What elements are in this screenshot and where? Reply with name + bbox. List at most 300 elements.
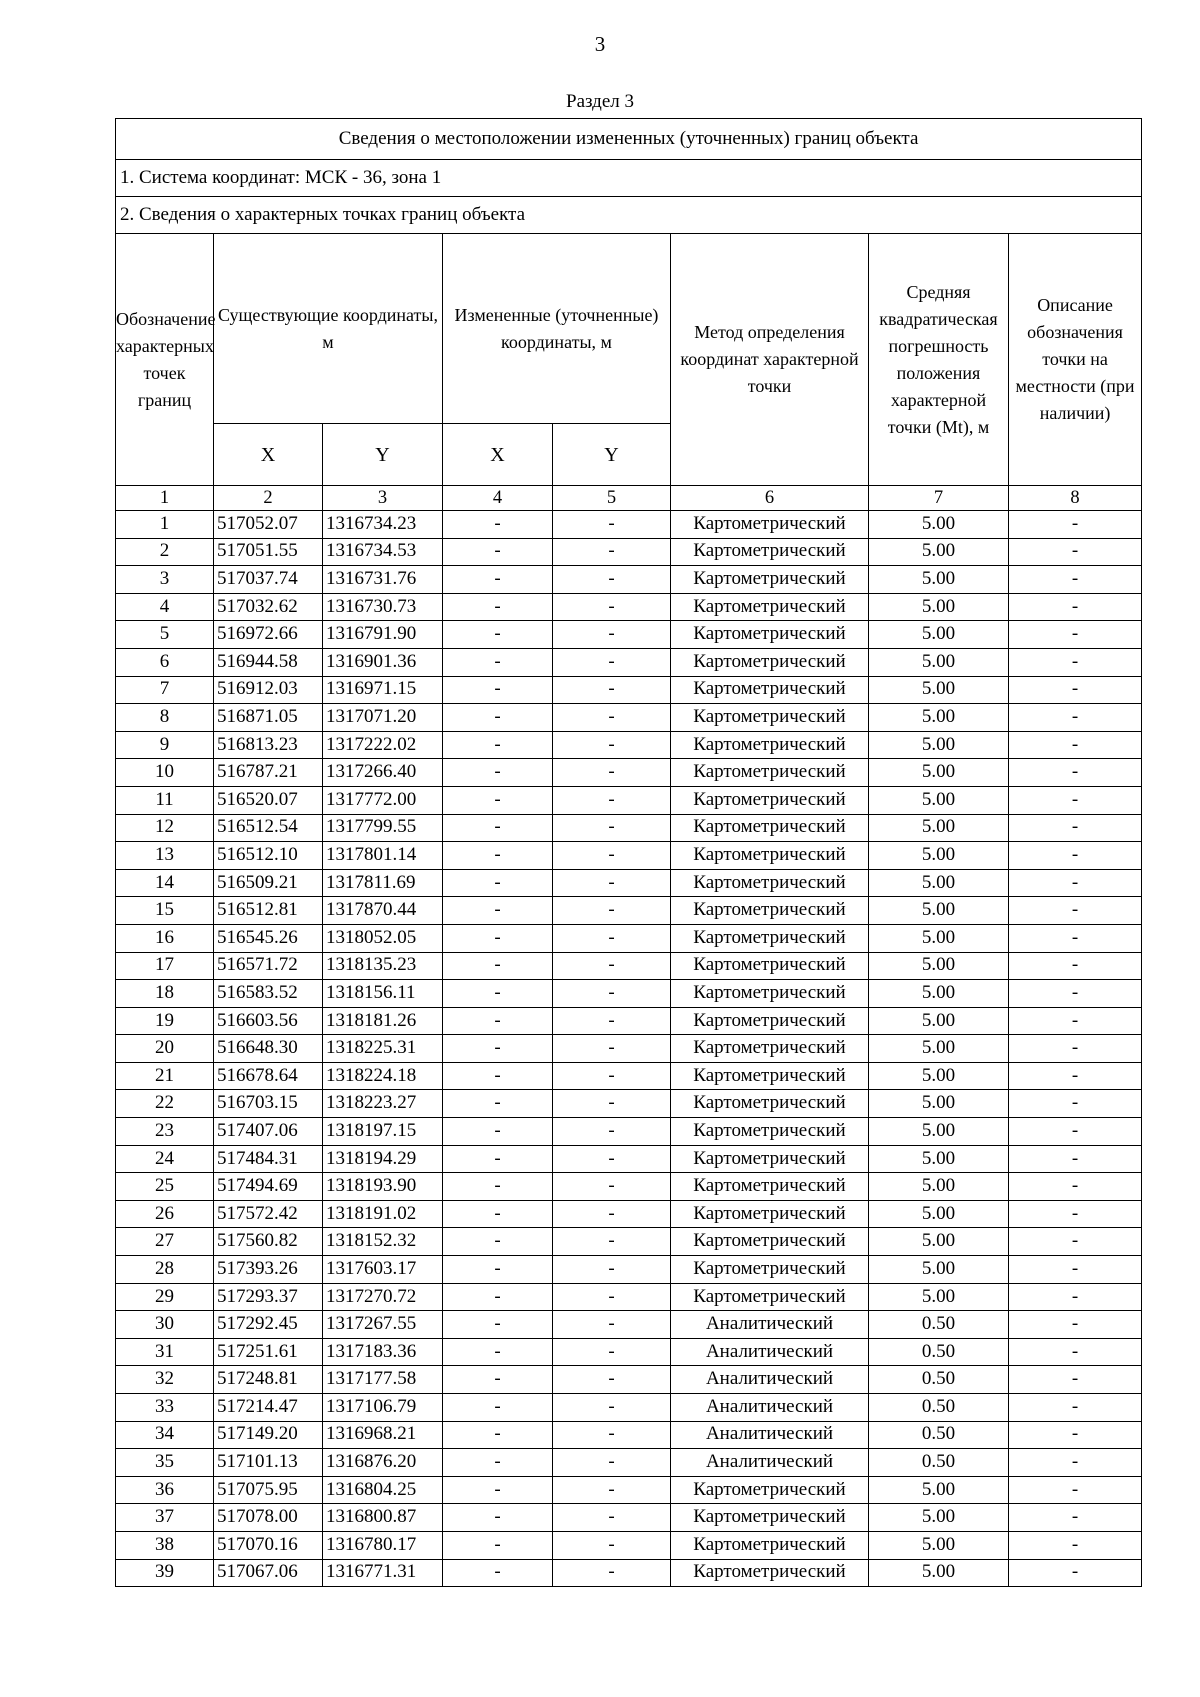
existing-y-cell: 1318152.32 [323,1228,443,1256]
mean-error-cell: 0.50 [869,1421,1009,1449]
changed-x-cell: - [443,952,553,980]
description-cell: - [1009,1228,1142,1256]
description-cell: - [1009,1118,1142,1146]
changed-y-cell: - [553,1504,671,1532]
table-row [116,842,1142,870]
mean-error-cell: 5.00 [869,786,1009,814]
point-number-cell: 23 [116,1118,214,1146]
existing-y-cell: 1317106.79 [323,1394,443,1422]
table-row [116,538,1142,566]
method-cell: Картометрический [671,1035,869,1063]
changed-x-cell: - [443,1283,553,1311]
method-cell: Картометрический [671,952,869,980]
point-number-cell: 25 [116,1173,214,1201]
mean-error-cell: 5.00 [869,1007,1009,1035]
mean-error-cell: 5.00 [869,1476,1009,1504]
method-cell: Картометрический [671,1476,869,1504]
mean-error-cell: 5.00 [869,842,1009,870]
changed-y-cell: - [553,869,671,897]
description-cell: - [1009,1449,1142,1477]
header-changed-y: Y [553,424,671,486]
existing-y-cell: 1318225.31 [323,1035,443,1063]
mean-error-cell: 5.00 [869,1145,1009,1173]
header-existing-coordinates: Существующие координаты, м [214,234,443,424]
changed-y-cell: - [553,1311,671,1339]
existing-x-cell: 516512.81 [214,897,323,925]
existing-x-cell: 516678.64 [214,1062,323,1090]
mean-error-cell: 5.00 [869,1090,1009,1118]
method-cell: Картометрический [671,1283,869,1311]
existing-y-cell: 1317799.55 [323,814,443,842]
mean-error-cell: 5.00 [869,621,1009,649]
method-cell: Картометрический [671,980,869,1008]
description-cell: - [1009,704,1142,732]
method-cell: Картометрический [671,676,869,704]
existing-x-cell: 517149.20 [214,1421,323,1449]
point-number-cell: 32 [116,1366,214,1394]
changed-x-cell: - [443,1394,553,1422]
point-number-cell: 6 [116,648,214,676]
changed-y-cell: - [553,648,671,676]
description-cell: - [1009,1200,1142,1228]
existing-x-cell: 517075.95 [214,1476,323,1504]
point-number-cell: 38 [116,1531,214,1559]
table-row [116,952,1142,980]
method-cell: Аналитический [671,1449,869,1477]
point-number-cell: 24 [116,1145,214,1173]
header-description: Описание обозначения точки на местности (при наличии) [1009,234,1142,486]
mean-error-cell: 0.50 [869,1449,1009,1477]
existing-y-cell: 1316731.76 [323,566,443,594]
table-row [116,1200,1142,1228]
description-cell: - [1009,924,1142,952]
existing-y-cell: 1317870.44 [323,897,443,925]
changed-y-cell: - [553,1200,671,1228]
point-number-cell: 13 [116,842,214,870]
changed-y-cell: - [553,786,671,814]
table-row [116,1228,1142,1256]
description-cell: - [1009,1173,1142,1201]
method-cell: Аналитический [671,1338,869,1366]
mean-error-cell: 5.00 [869,1173,1009,1201]
changed-y-cell: - [553,1421,671,1449]
column-number: 1 [116,486,214,511]
changed-x-cell: - [443,1421,553,1449]
point-number-cell: 10 [116,759,214,787]
method-cell: Картометрический [671,1007,869,1035]
existing-x-cell: 517248.81 [214,1366,323,1394]
mean-error-cell: 5.00 [869,1118,1009,1146]
table-row [116,648,1142,676]
description-cell: - [1009,869,1142,897]
description-cell: - [1009,814,1142,842]
header-changed-coordinates: Измененные (уточненные) координаты, м [443,234,671,424]
description-cell: - [1009,1283,1142,1311]
existing-y-cell: 1316876.20 [323,1449,443,1477]
point-number-cell: 5 [116,621,214,649]
changed-y-cell: - [553,952,671,980]
table-row [116,897,1142,925]
description-cell: - [1009,842,1142,870]
point-number-cell: 3 [116,566,214,594]
changed-y-cell: - [553,1035,671,1063]
point-number-cell: 30 [116,1311,214,1339]
method-cell: Картометрический [671,869,869,897]
method-cell: Аналитический [671,1421,869,1449]
mean-error-cell: 5.00 [869,538,1009,566]
method-cell: Картометрический [671,593,869,621]
point-number-cell: 37 [116,1504,214,1532]
existing-y-cell: 1317603.17 [323,1256,443,1284]
point-number-cell: 7 [116,676,214,704]
changed-x-cell: - [443,704,553,732]
changed-y-cell: - [553,1394,671,1422]
mean-error-cell: 5.00 [869,1200,1009,1228]
method-cell: Картометрический [671,1062,869,1090]
changed-x-cell: - [443,621,553,649]
mean-error-cell: 5.00 [869,869,1009,897]
changed-y-cell: - [553,1531,671,1559]
table-title: Сведения о местоположении измененных (уточненных) границ объекта [116,119,1142,160]
existing-x-cell: 516520.07 [214,786,323,814]
existing-y-cell: 1317270.72 [323,1283,443,1311]
changed-x-cell: - [443,1035,553,1063]
point-number-cell: 29 [116,1283,214,1311]
table-row [116,1118,1142,1146]
changed-x-cell: - [443,1531,553,1559]
changed-x-cell: - [443,1145,553,1173]
description-cell: - [1009,621,1142,649]
header-existing-x: X [214,424,323,486]
existing-x-cell: 516787.21 [214,759,323,787]
existing-x-cell: 516512.10 [214,842,323,870]
point-number-cell: 39 [116,1559,214,1587]
method-cell: Аналитический [671,1366,869,1394]
header-changed-x: X [443,424,553,486]
table-row [116,1256,1142,1284]
existing-x-cell: 516583.52 [214,980,323,1008]
changed-y-cell: - [553,593,671,621]
page-number: 3 [594,32,606,56]
description-cell: - [1009,1090,1142,1118]
point-number-cell: 21 [116,1062,214,1090]
method-cell: Картометрический [671,1559,869,1587]
existing-y-cell: 1318156.11 [323,980,443,1008]
existing-y-cell: 1317772.00 [323,786,443,814]
method-cell: Аналитический [671,1394,869,1422]
mean-error-cell: 5.00 [869,1228,1009,1256]
point-number-cell: 20 [116,1035,214,1063]
existing-y-cell: 1317177.58 [323,1366,443,1394]
changed-x-cell: - [443,869,553,897]
existing-y-cell: 1316730.73 [323,593,443,621]
column-number: 3 [323,486,443,511]
mean-error-cell: 0.50 [869,1311,1009,1339]
table-row [116,731,1142,759]
method-cell: Картометрический [671,704,869,732]
existing-y-cell: 1316800.87 [323,1504,443,1532]
point-number-cell: 8 [116,704,214,732]
changed-x-cell: - [443,1062,553,1090]
existing-x-cell: 517052.07 [214,511,323,539]
mean-error-cell: 5.00 [869,593,1009,621]
existing-x-cell: 517051.55 [214,538,323,566]
mean-error-cell: 5.00 [869,1504,1009,1532]
table-row [116,1173,1142,1201]
existing-y-cell: 1317801.14 [323,842,443,870]
description-cell: - [1009,1035,1142,1063]
table-row [116,869,1142,897]
method-cell: Картометрический [671,814,869,842]
table-row [116,1449,1142,1477]
table-row [116,1504,1142,1532]
table-row [116,621,1142,649]
changed-x-cell: - [443,980,553,1008]
changed-y-cell: - [553,1145,671,1173]
existing-y-cell: 1318197.15 [323,1118,443,1146]
existing-x-cell: 517101.13 [214,1449,323,1477]
point-number-cell: 22 [116,1090,214,1118]
method-cell: Аналитический [671,1311,869,1339]
table-row [116,814,1142,842]
coordinate-system: 1. Система координат: МСК - 36, зона 1 [116,160,1142,197]
point-number-cell: 27 [116,1228,214,1256]
existing-y-cell: 1316780.17 [323,1531,443,1559]
description-cell: - [1009,786,1142,814]
point-number-cell: 18 [116,980,214,1008]
changed-y-cell: - [553,621,671,649]
method-cell: Картометрический [671,786,869,814]
changed-x-cell: - [443,1007,553,1035]
mean-error-cell: 5.00 [869,1531,1009,1559]
existing-y-cell: 1316734.23 [323,511,443,539]
existing-x-cell: 517032.62 [214,593,323,621]
existing-x-cell: 516571.72 [214,952,323,980]
table-body [116,511,1142,1587]
mean-error-cell: 5.00 [869,814,1009,842]
description-cell: - [1009,1145,1142,1173]
method-cell: Картометрический [671,1173,869,1201]
description-cell: - [1009,1531,1142,1559]
changed-x-cell: - [443,786,553,814]
mean-error-cell: 5.00 [869,1256,1009,1284]
table-row [116,1145,1142,1173]
existing-y-cell: 1316771.31 [323,1559,443,1587]
changed-x-cell: - [443,1338,553,1366]
table-row [116,1366,1142,1394]
changed-x-cell: - [443,1449,553,1477]
point-number-cell: 9 [116,731,214,759]
changed-x-cell: - [443,1200,553,1228]
mean-error-cell: 5.00 [869,731,1009,759]
description-cell: - [1009,1311,1142,1339]
changed-y-cell: - [553,538,671,566]
mean-error-cell: 5.00 [869,759,1009,787]
point-number-cell: 26 [116,1200,214,1228]
changed-x-cell: - [443,1173,553,1201]
column-number: 2 [214,486,323,511]
description-cell: - [1009,1559,1142,1587]
header-designation: Обозначение характерных точек границ [116,234,214,486]
changed-y-cell: - [553,814,671,842]
point-number-cell: 17 [116,952,214,980]
existing-y-cell: 1318191.02 [323,1200,443,1228]
mean-error-cell: 5.00 [869,648,1009,676]
changed-y-cell: - [553,1090,671,1118]
table-row [116,786,1142,814]
existing-y-cell: 1317266.40 [323,759,443,787]
point-number-cell: 11 [116,786,214,814]
changed-y-cell: - [553,1062,671,1090]
description-cell: - [1009,1394,1142,1422]
changed-x-cell: - [443,1228,553,1256]
changed-y-cell: - [553,566,671,594]
description-cell: - [1009,593,1142,621]
method-cell: Картометрический [671,1531,869,1559]
changed-x-cell: - [443,1118,553,1146]
table-row [116,1421,1142,1449]
existing-x-cell: 517251.61 [214,1338,323,1366]
point-number-cell: 28 [116,1256,214,1284]
changed-x-cell: - [443,1559,553,1587]
column-number: 4 [443,486,553,511]
changed-y-cell: - [553,924,671,952]
method-cell: Картометрический [671,731,869,759]
point-number-cell: 16 [116,924,214,952]
description-cell: - [1009,566,1142,594]
description-cell: - [1009,538,1142,566]
description-cell: - [1009,980,1142,1008]
mean-error-cell: 5.00 [869,704,1009,732]
method-cell: Картометрический [671,621,869,649]
column-number: 6 [671,486,869,511]
mean-error-cell: 0.50 [869,1366,1009,1394]
existing-y-cell: 1316804.25 [323,1476,443,1504]
table-row [116,1476,1142,1504]
changed-y-cell: - [553,1476,671,1504]
point-number-cell: 33 [116,1394,214,1422]
mean-error-cell: 5.00 [869,511,1009,539]
existing-x-cell: 517292.45 [214,1311,323,1339]
method-cell: Картометрический [671,1090,869,1118]
point-number-cell: 34 [116,1421,214,1449]
changed-y-cell: - [553,1283,671,1311]
changed-y-cell: - [553,704,671,732]
table-row [116,1062,1142,1090]
existing-x-cell: 516944.58 [214,648,323,676]
existing-x-cell: 517037.74 [214,566,323,594]
existing-y-cell: 1316971.15 [323,676,443,704]
table-row [116,1531,1142,1559]
column-number: 7 [869,486,1009,511]
mean-error-cell: 5.00 [869,1559,1009,1587]
table-row [116,704,1142,732]
description-cell: - [1009,1007,1142,1035]
boundary-points-table [115,118,1142,1587]
description-cell: - [1009,1338,1142,1366]
mean-error-cell: 0.50 [869,1338,1009,1366]
table-row [116,759,1142,787]
description-cell: - [1009,731,1142,759]
description-cell: - [1009,648,1142,676]
description-cell: - [1009,1421,1142,1449]
existing-x-cell: 517293.37 [214,1283,323,1311]
method-cell: Картометрический [671,1228,869,1256]
existing-y-cell: 1316968.21 [323,1421,443,1449]
existing-y-cell: 1318052.05 [323,924,443,952]
changed-y-cell: - [553,731,671,759]
existing-y-cell: 1317222.02 [323,731,443,759]
changed-x-cell: - [443,538,553,566]
table-row [116,1394,1142,1422]
changed-x-cell: - [443,676,553,704]
changed-y-cell: - [553,980,671,1008]
description-cell: - [1009,1504,1142,1532]
existing-x-cell: 516871.05 [214,704,323,732]
table-row [116,1311,1142,1339]
existing-y-cell: 1317071.20 [323,704,443,732]
changed-x-cell: - [443,566,553,594]
existing-y-cell: 1318135.23 [323,952,443,980]
method-cell: Картометрический [671,566,869,594]
existing-x-cell: 517560.82 [214,1228,323,1256]
table-row [116,1090,1142,1118]
existing-y-cell: 1318224.18 [323,1062,443,1090]
existing-x-cell: 516545.26 [214,924,323,952]
changed-x-cell: - [443,1311,553,1339]
method-cell: Картометрический [671,648,869,676]
description-cell: - [1009,1476,1142,1504]
method-cell: Картометрический [671,1504,869,1532]
method-cell: Картометрический [671,538,869,566]
table-row [116,676,1142,704]
existing-x-cell: 517067.06 [214,1559,323,1587]
header-existing-y: Y [323,424,443,486]
table-row [116,511,1142,539]
header-method: Метод определения координат характерной точки [671,234,869,486]
existing-y-cell: 1317811.69 [323,869,443,897]
table-row [116,566,1142,594]
existing-x-cell: 516648.30 [214,1035,323,1063]
changed-x-cell: - [443,1366,553,1394]
column-number: 5 [553,486,671,511]
mean-error-cell: 5.00 [869,952,1009,980]
method-cell: Картометрический [671,511,869,539]
changed-x-cell: - [443,593,553,621]
changed-y-cell: - [553,676,671,704]
changed-x-cell: - [443,814,553,842]
description-cell: - [1009,759,1142,787]
changed-x-cell: - [443,924,553,952]
mean-error-cell: 5.00 [869,980,1009,1008]
mean-error-cell: 5.00 [869,897,1009,925]
mean-error-cell: 0.50 [869,1394,1009,1422]
table-row [116,1283,1142,1311]
existing-x-cell: 516912.03 [214,676,323,704]
point-number-cell: 31 [116,1338,214,1366]
changed-x-cell: - [443,1256,553,1284]
existing-x-cell: 517214.47 [214,1394,323,1422]
point-number-cell: 14 [116,869,214,897]
column-number: 8 [1009,486,1142,511]
changed-x-cell: - [443,759,553,787]
table-row [116,1007,1142,1035]
description-cell: - [1009,952,1142,980]
existing-y-cell: 1318181.26 [323,1007,443,1035]
changed-y-cell: - [553,1228,671,1256]
method-cell: Картометрический [671,759,869,787]
method-cell: Картометрический [671,924,869,952]
